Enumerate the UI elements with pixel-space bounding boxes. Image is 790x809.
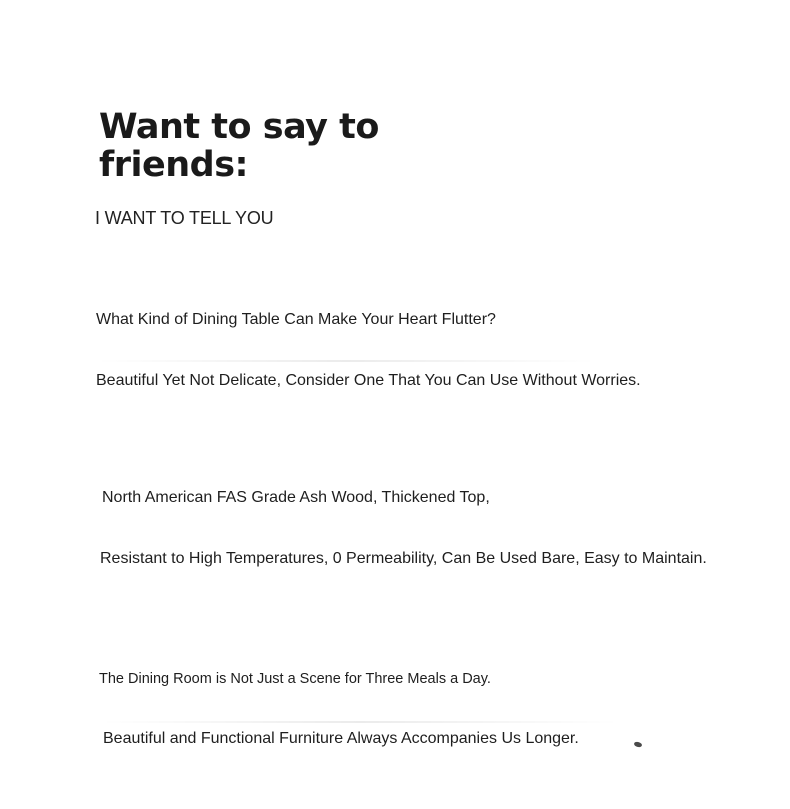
paragraph-line: Beautiful Yet Not Delicate, Consider One That You Can Use Without Worries.: [96, 372, 641, 389]
paragraph-line: What Kind of Dining Table Can Make Your Heart Flutter?: [96, 311, 496, 328]
decorative-mark: [633, 741, 642, 748]
paragraph-line: Beautiful and Functional Furniture Always Accompanies Us Longer.: [103, 730, 579, 747]
paragraph-line: Resistant to High Temperatures, 0 Permeability, Can Be Used Bare, Easy to Maintain.: [100, 550, 707, 567]
page-subtitle: I WANT TO TELL YOU: [95, 208, 274, 228]
decorative-divider: [100, 721, 620, 723]
paragraph-line: The Dining Room is Not Just a Scene for Three Meals a Day.: [99, 671, 491, 687]
paragraph-line: North American FAS Grade Ash Wood, Thickened Top,: [102, 489, 490, 506]
decorative-divider: [96, 360, 596, 362]
page-title: Want to say to friends:: [99, 107, 379, 185]
